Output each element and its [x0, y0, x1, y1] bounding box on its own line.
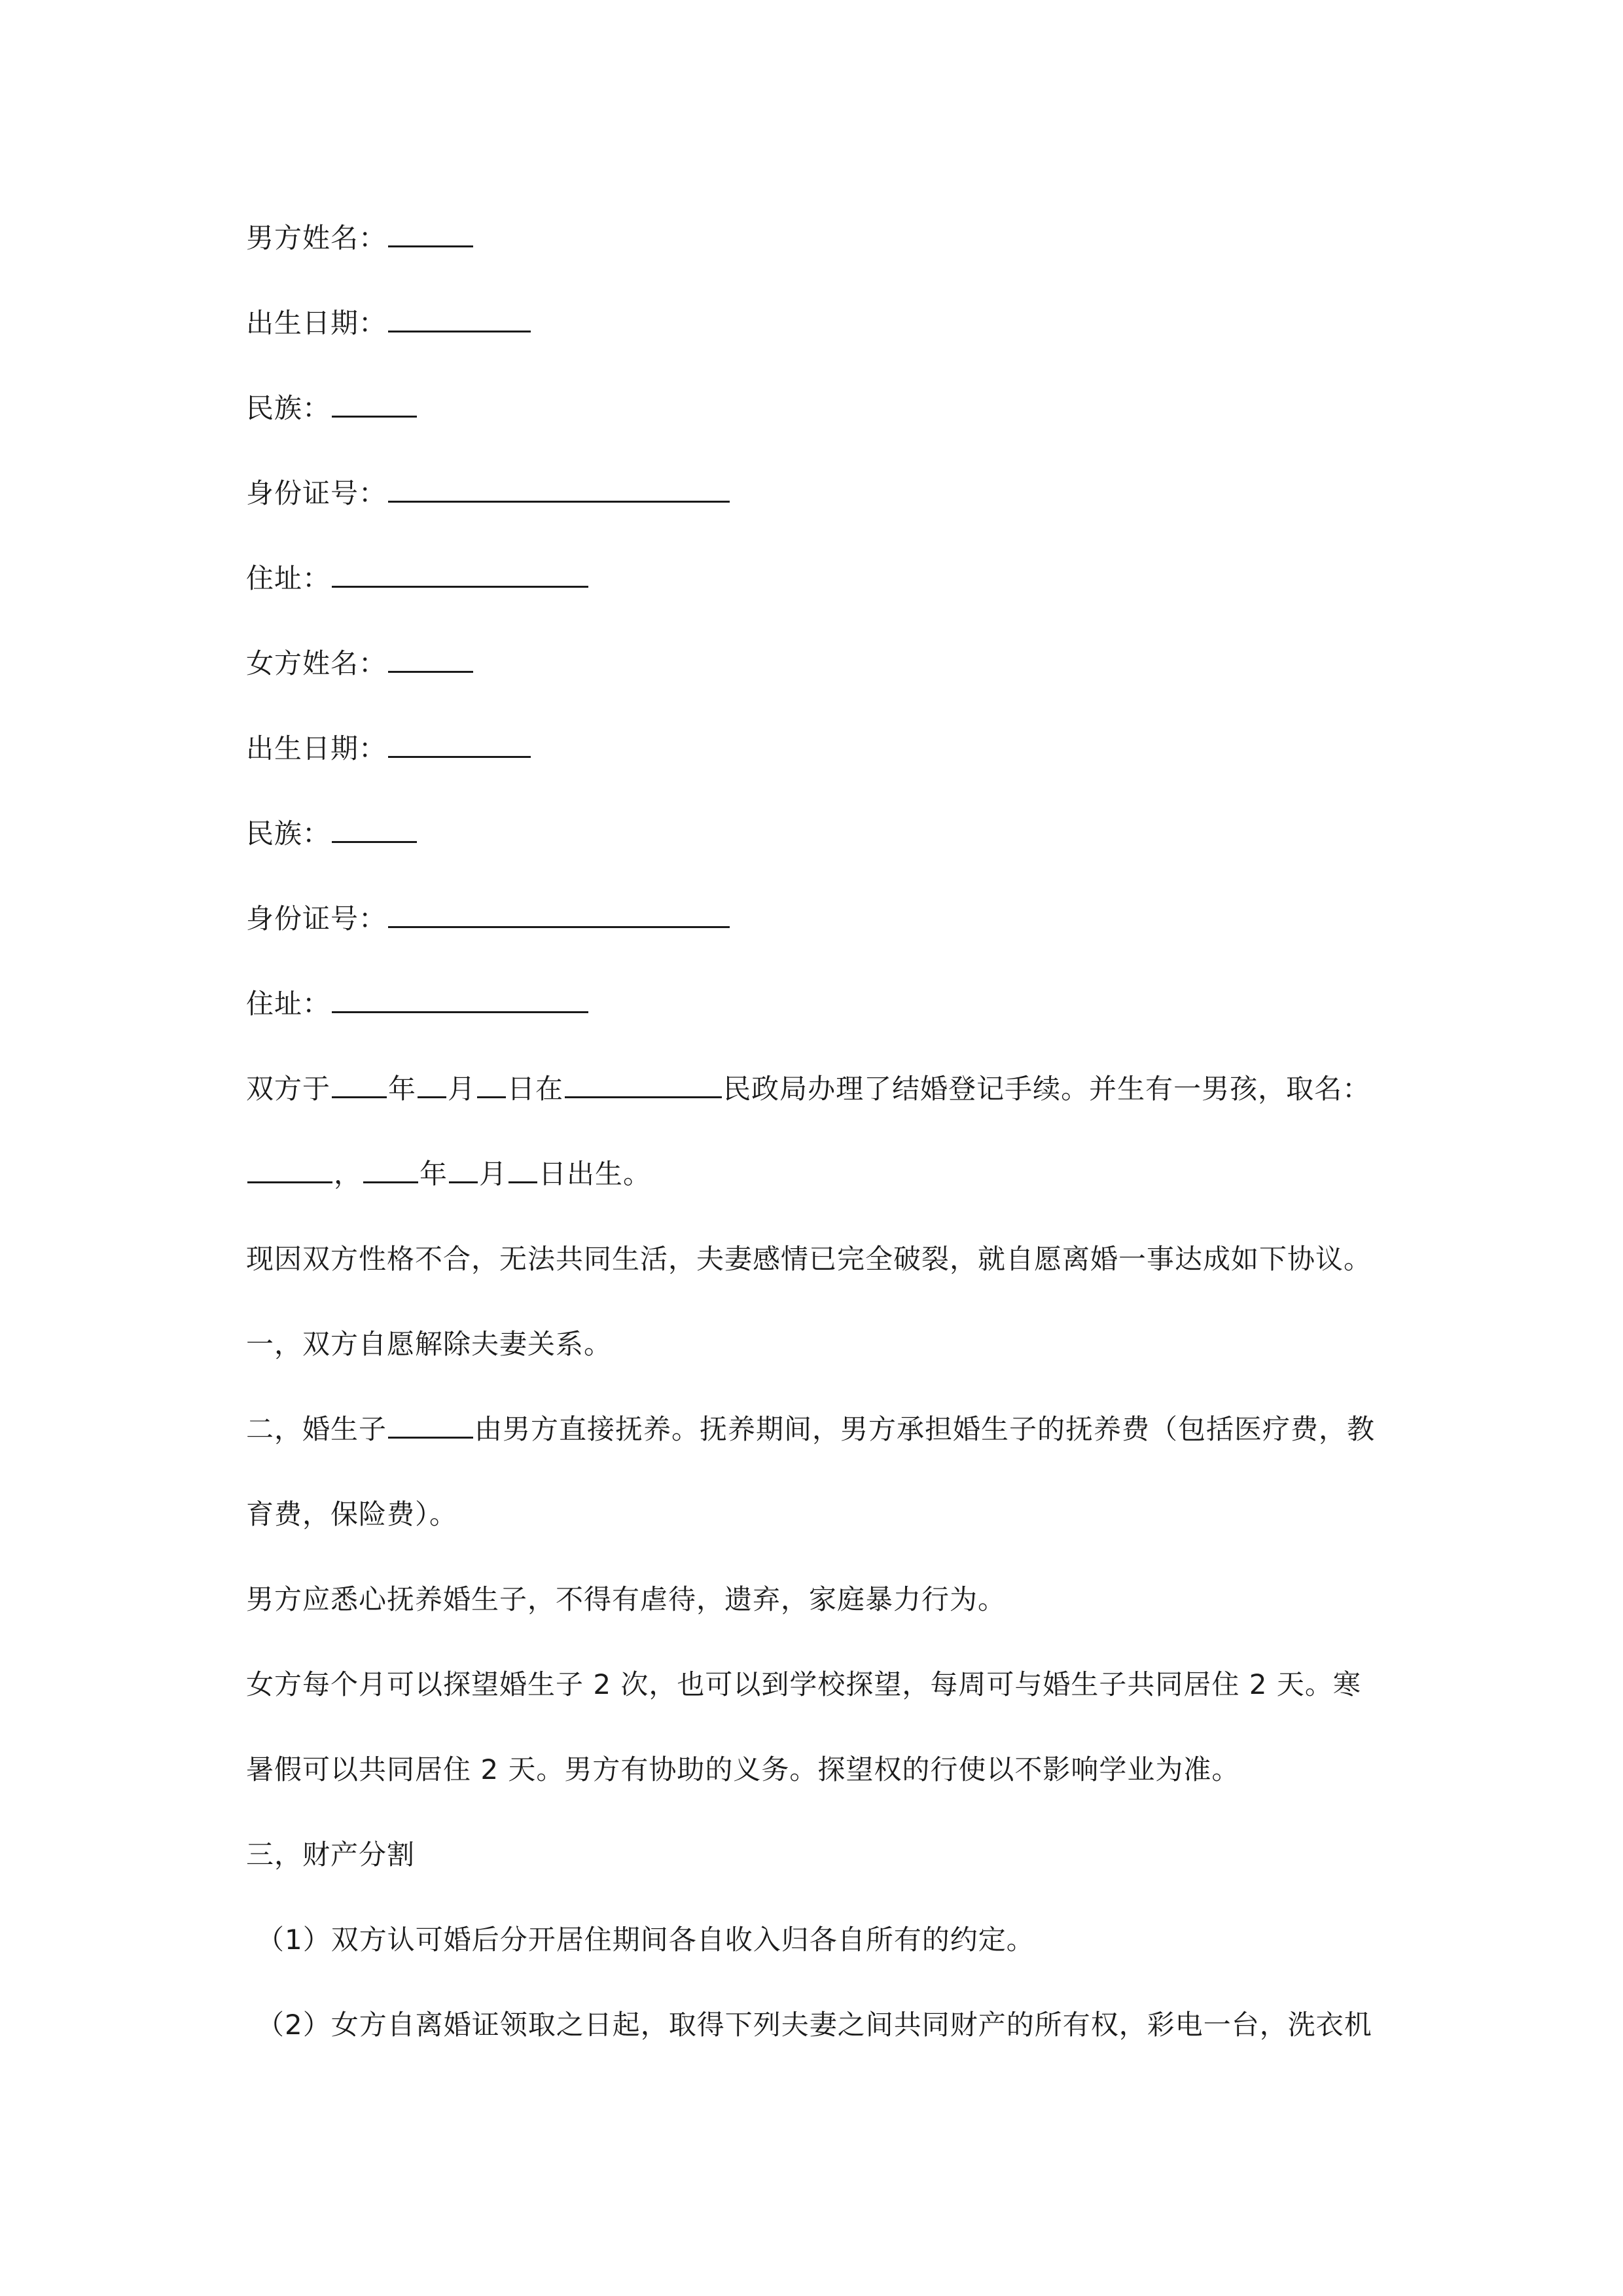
child-birth-line [246, 1156, 651, 1193]
clause-3-text: 三，财产分割 [246, 1839, 416, 1871]
property-item-2-text: （2）女方自离婚证领取之日起，取得下列夫妻之间共同财产的所有权，彩电一台，洗衣机 [257, 2009, 1372, 2041]
male-birth-blank [388, 306, 531, 332]
female-name-label: 女方姓名： [246, 647, 387, 679]
female-address-line [246, 986, 590, 1022]
clause-2-continued [246, 1496, 457, 1533]
male-id-label: 身份证号： [246, 477, 387, 509]
female-birth-label: 出生日期： [246, 732, 387, 764]
male-ethnicity-line [246, 390, 418, 427]
male-birth-line [246, 305, 532, 342]
clause-2-suffix: 由男方直接抚养。抚养期间，男方承担婚生子的抚养费（包括医疗费，教 [474, 1413, 1376, 1445]
male-address-blank [332, 561, 588, 588]
child-comma: ， [334, 1158, 363, 1190]
clause-2-cont-text: 育费，保险费）。 [246, 1498, 458, 1530]
male-birth-label: 出生日期： [246, 307, 387, 339]
child-day-blank [508, 1157, 537, 1183]
male-name-blank [388, 221, 473, 247]
child-year-label: 年 [419, 1158, 448, 1190]
child-year-blank [363, 1157, 418, 1183]
property-item-2 [257, 2007, 1372, 2043]
female-name-line [246, 645, 474, 682]
marriage-year-label: 年 [388, 1073, 417, 1105]
divorce-reason-text: 现因双方性格不合，无法共同生活，夫妻感情已完全破裂，就自愿离婚一事达成如下协议。 [246, 1243, 1372, 1275]
male-address-label: 住址： [246, 562, 331, 594]
female-id-line [246, 901, 731, 937]
marriage-registration-line [246, 1071, 1370, 1107]
female-ethnicity-blank [332, 816, 417, 843]
female-id-blank [388, 901, 730, 928]
female-address-blank [332, 986, 588, 1013]
child-month-label: 月 [479, 1158, 508, 1190]
visitation-text-2: 暑假可以共同居住 2 天。男方有协助的义务。探望权的行使以不影响学业为准。 [246, 1753, 1240, 1785]
child-month-blank [449, 1157, 478, 1183]
property-item-1-text: （1）双方认可婚后分开居住期间各自收入归各自所有的约定。 [257, 1924, 1035, 1956]
marriage-month-label: 月 [448, 1073, 476, 1105]
visitation-paragraph-1 [246, 1666, 1361, 1703]
male-name-line [246, 220, 474, 257]
marriage-year-blank [332, 1071, 387, 1098]
male-address-line [246, 560, 590, 597]
child-name-blank [247, 1157, 332, 1183]
marriage-bureau-blank [565, 1071, 722, 1098]
care-text: 男方应悉心抚养婚生子，不得有虐待，遗弃，家庭暴力行为。 [246, 1583, 1007, 1615]
male-name-label: 男方姓名： [246, 222, 387, 254]
female-birth-blank [388, 731, 531, 758]
female-id-label: 身份证号： [246, 903, 387, 935]
property-item-1 [257, 1922, 1035, 1958]
child-born-label: 日出生。 [539, 1158, 652, 1190]
female-ethnicity-line [246, 816, 418, 852]
female-name-blank [388, 646, 473, 673]
female-ethnicity-label: 民族： [246, 817, 331, 850]
clause-1 [246, 1326, 612, 1363]
female-address-label: 住址： [246, 988, 331, 1020]
male-id-line [246, 475, 731, 512]
care-paragraph [246, 1581, 1006, 1618]
divorce-reason-paragraph [246, 1241, 1372, 1278]
male-ethnicity-label: 民族： [246, 392, 331, 424]
clause-1-text: 一，双方自愿解除夫妻关系。 [246, 1328, 613, 1360]
visitation-paragraph-2 [246, 1751, 1240, 1788]
male-id-blank [388, 476, 730, 503]
female-birth-line [246, 730, 532, 767]
clause-2-prefix: 二，婚生子 [246, 1413, 387, 1445]
marriage-suffix: 民政局办理了结婚登记手续。并生有一男孩，取名： [723, 1073, 1371, 1105]
marriage-month-blank [418, 1071, 446, 1098]
male-ethnicity-blank [332, 391, 417, 418]
marriage-day-blank [477, 1071, 506, 1098]
clause-3-heading [246, 1837, 415, 1873]
child-name-blank-2 [388, 1412, 473, 1439]
marriage-day-at-label: 日在 [507, 1073, 564, 1105]
visitation-text-1: 女方每个月可以探望婚生子 2 次，也可以到学校探望，每周可与婚生子共同居住 2 天。寒 [246, 1668, 1361, 1700]
clause-2 [246, 1411, 1375, 1448]
marriage-prefix: 双方于 [246, 1073, 331, 1105]
